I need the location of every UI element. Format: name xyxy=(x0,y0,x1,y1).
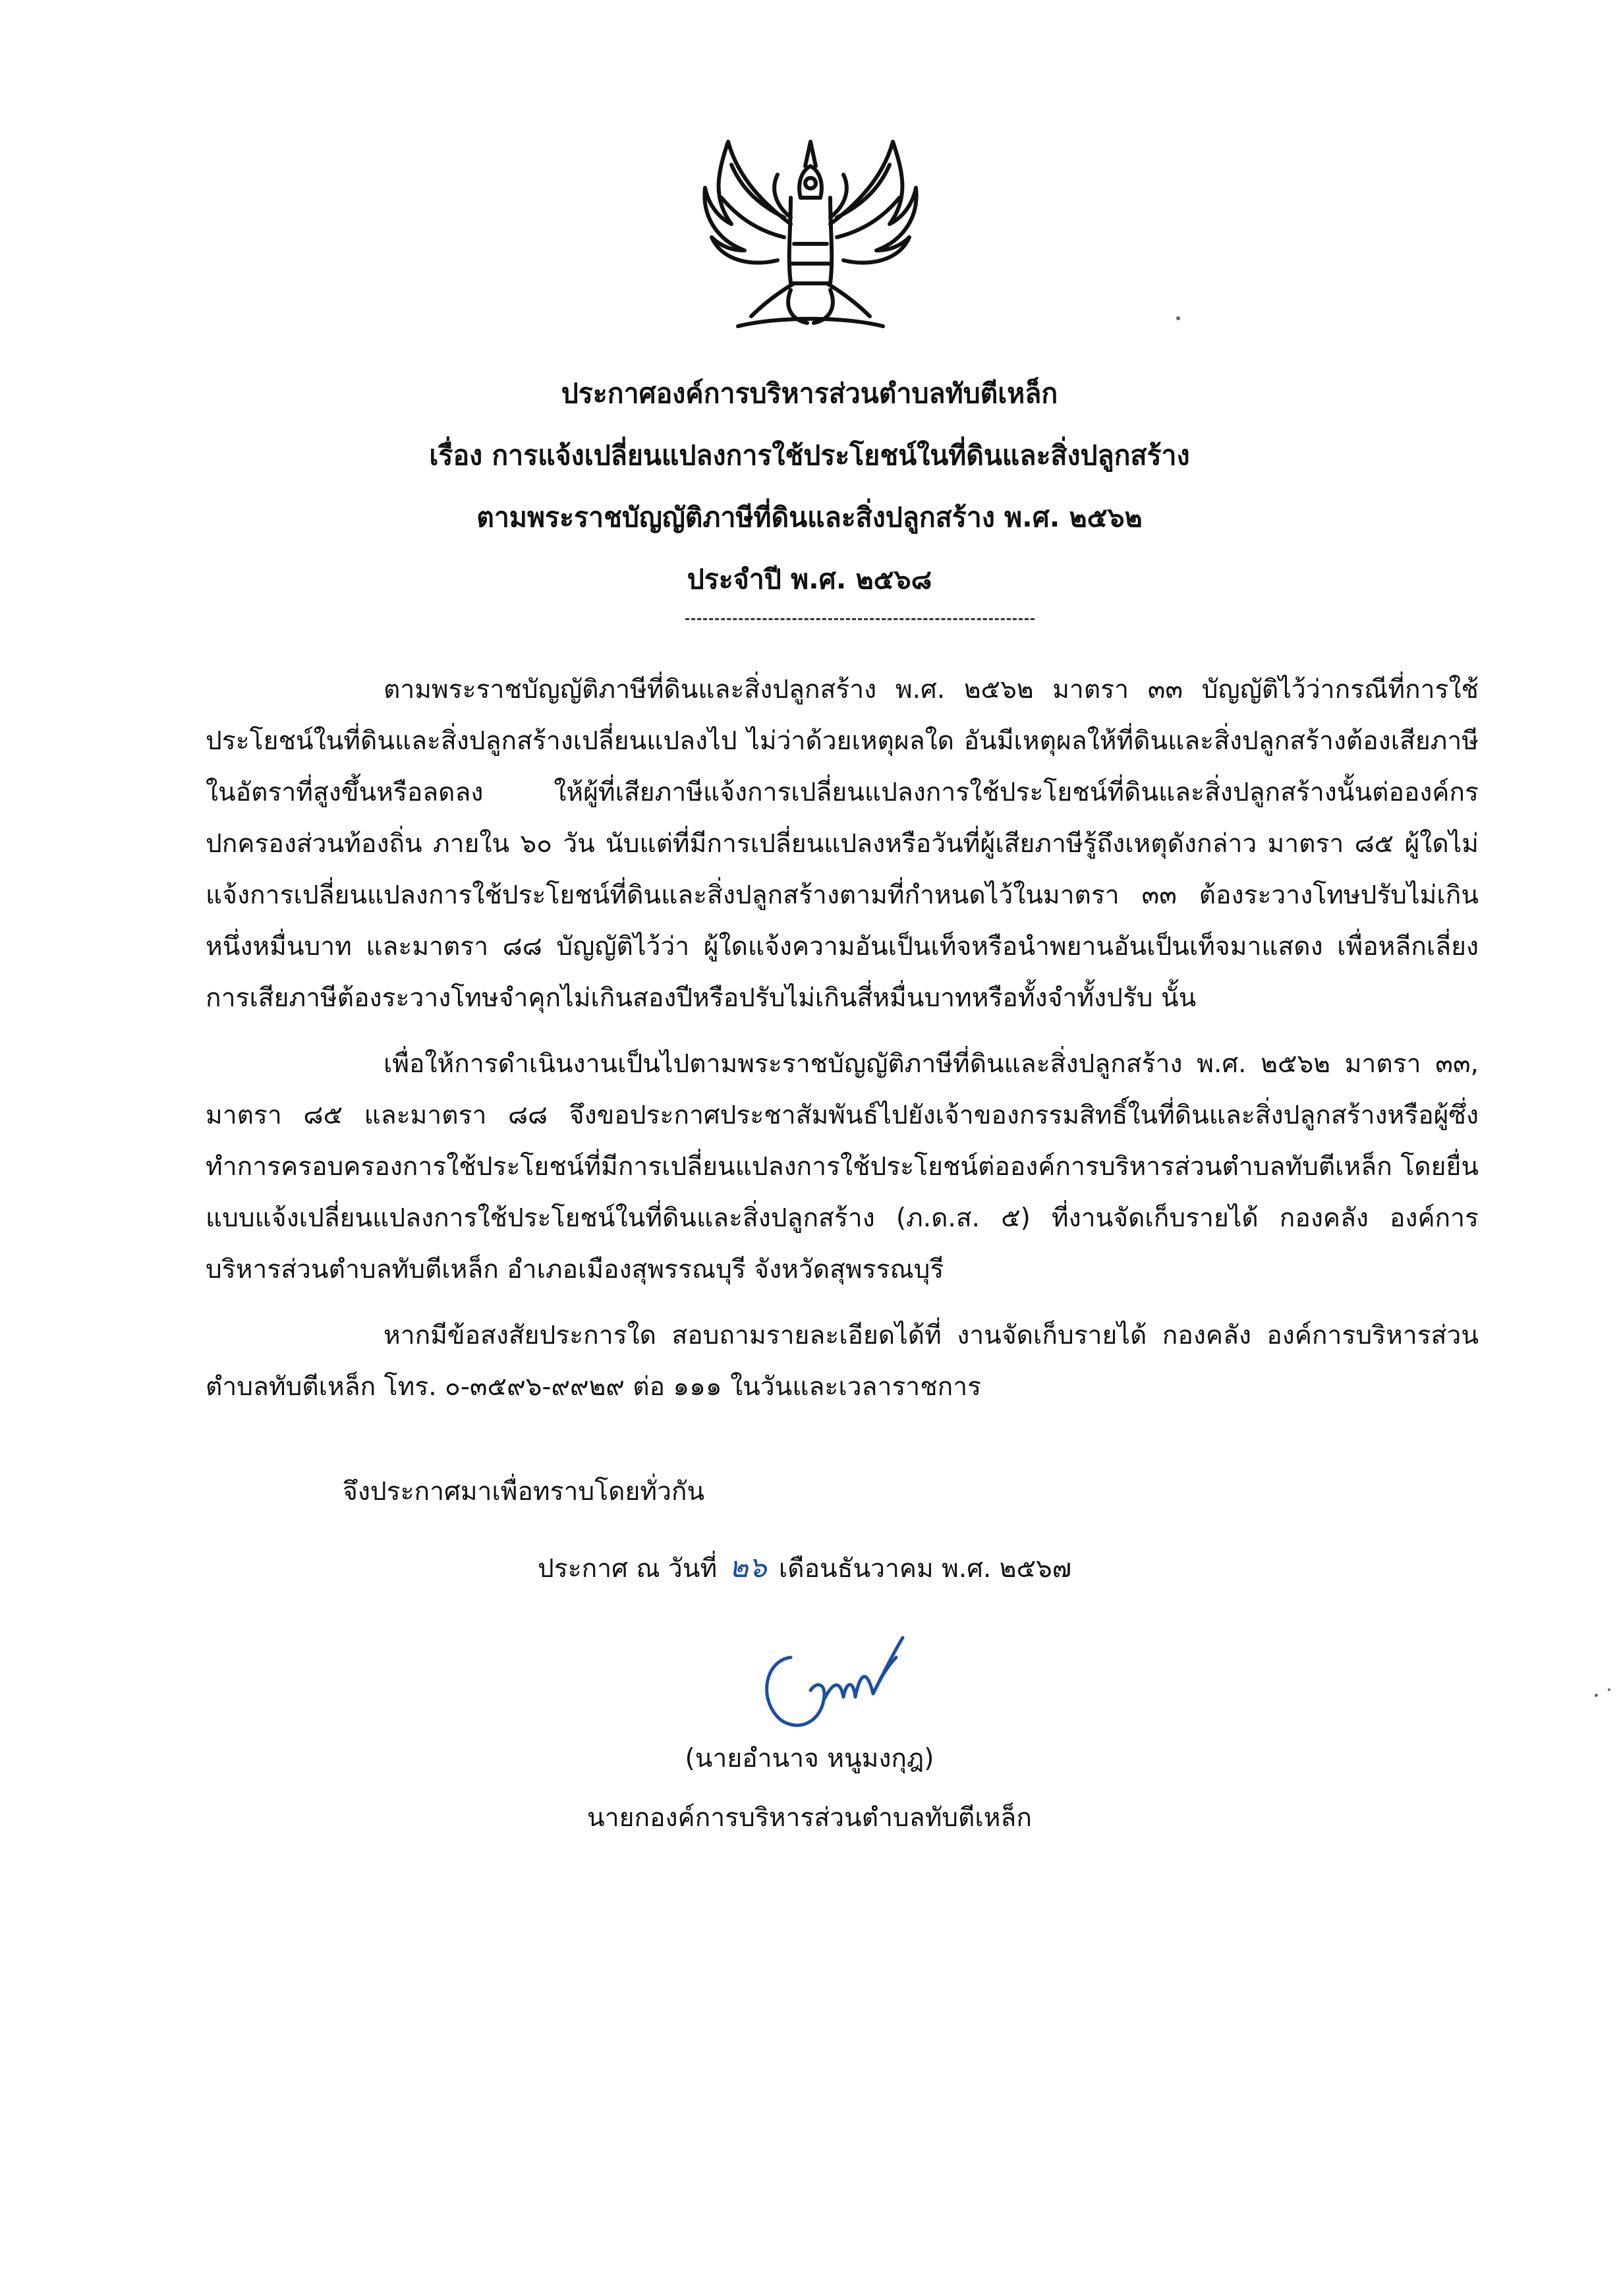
paper-speck xyxy=(1608,1688,1610,1691)
announcement-heading xyxy=(0,362,1619,610)
heading-divider xyxy=(685,618,1035,620)
announcement-body xyxy=(206,664,1479,1427)
heading-line-2: เรื่อง การแจ้งเปลี่ยนแปลงการใช้ประโยชน์ในที่ดินและสิ่งปลูกสร้าง xyxy=(429,440,1190,471)
heading-line-4: ประจำปี พ.ศ. ๒๕๖๘ xyxy=(687,563,932,595)
paper-speck xyxy=(1595,1694,1598,1697)
paragraph-1: ตามพระราชบัญญัติภาษีที่ดินและสิ่งปลูกสร้าง พ.ศ. ๒๕๖๒ มาตรา ๓๓ บัญญัติไว้ว่ากรณีที่การใช้ประโยชน์ในที่ดินและสิ่งปลูกสร้างเปลี่ยนแปลงไป ไม่ว่าด้วยเหตุผลใด อันมีเหตุผลให้ที่ดินและสิ่งปลูกสร้างต้องเสียภาษีในอัตราที่สูงขึ้นหรือลดลง ให้ผู้ที่เสียภาษีแจ้งการเปลี่ยนแปลงการใช้ประโยชน์ที่ดินและสิ่งปลูกสร้างนั้นต่อองค์กรปกครองส่วนท้องถิ่น ภายใน ๖๐ วัน นับแต่ที่มีการเปลี่ยนแปลงหรือวันที่ผู้เสียภาษีรู้ถึงเหตุดังกล่าว มาตรา ๘๕ ผู้ใดไม่แจ้งการเปลี่ยนแปลงการใช้ประโยชน์ที่ดินและสิ่งปลูกสร้างตามที่กำหนดไว้ในมาตรา ๓๓ ต้องระวางโทษปรับไม่เกินหนึ่งหมื่นบาท และมาตรา ๘๘ บัญญัติไว้ว่า ผู้ใดแจ้งความอันเป็นเท็จหรือนำพยานอันเป็นเท็จมาแสดง เพื่อหลีกเลี่ยงการเสียภาษีต้องระวางโทษจำคุกไม่เกินสองปีหรือปรับไม่เกินสี่หมื่นบาทหรือทั้งจำทั้งปรับ นั้น xyxy=(206,675,1479,1013)
signer-title: นายกองค์การบริหารส่วนตำบลทับตีเหล็ก xyxy=(587,1803,1032,1833)
heading-line-1: ประกาศองค์การบริหารส่วนตำบลทับตีเหล็ก xyxy=(561,378,1058,409)
heading-line-3: ตามพระราชบัญญัติภาษีที่ดินและสิ่งปลูกสร้าง พ.ศ. ๒๕๖๒ xyxy=(476,502,1143,533)
paragraph-2: เพื่อให้การดำเนินงานเป็นไปตามพระราชบัญญัติภาษีที่ดินและสิ่งปลูกสร้าง พ.ศ. ๒๕๖๒ มาตรา ๓๓, มาตรา ๘๕ และมาตรา ๘๘ จึงขอประกาศประชาสัมพันธ์ไปยังเจ้าของกรรมสิทธิ์ในที่ดินและสิ่งปลูกสร้างหรือผู้ซึ่งทำการครอบครองการใช้ประโยชน์ที่มีการเปลี่ยนแปลงการใช้ประโยชน์ต่อองค์การบริหารส่วนตำบลทับตีเหล็ก โดยยื่นแบบแจ้งเปลี่ยนแปลงการใช้ประโยชน์ในที่ดินและสิ่งปลูกสร้าง (ภ.ด.ส. ๕) ที่งานจัดเก็บรายได้ กองคลัง องค์การบริหารส่วนตำบลทับตีเหล็ก อำเภอเมืองสุพรรณบุรี จังหวัดสุพรรณบุรี xyxy=(206,1049,1479,1284)
date-prefix: ประกาศ ณ วันที่ xyxy=(538,1554,718,1584)
date-suffix: เดือนธันวาคม พ.ศ. ๒๕๖๗ xyxy=(778,1554,1072,1584)
signer-name: (นายอำนาจ หนูมงกุฎ) xyxy=(685,1744,934,1773)
paper-speck xyxy=(1176,316,1180,320)
date-day-handwritten: ๒๖ xyxy=(729,1551,767,1584)
paragraph-3: หากมีข้อสงสัยประการใด สอบถามรายละเอียดได้ที่ งานจัดเก็บรายได้ กองคลัง องค์การบริหารส่วนตำบลทับตีเหล็ก โทร. ๐-๓๕๙๖-๙๙๒๙ ต่อ ๑๑๑ ในวันและเวลาราชการ xyxy=(206,1321,1479,1402)
closing-statement: จึงประกาศมาเพื่อทราบโดยทั่วกัน xyxy=(343,1477,705,1507)
garuda-emblem-icon xyxy=(692,125,929,336)
announcement-date xyxy=(538,1542,1071,1595)
handwritten-signature xyxy=(745,1628,936,1740)
